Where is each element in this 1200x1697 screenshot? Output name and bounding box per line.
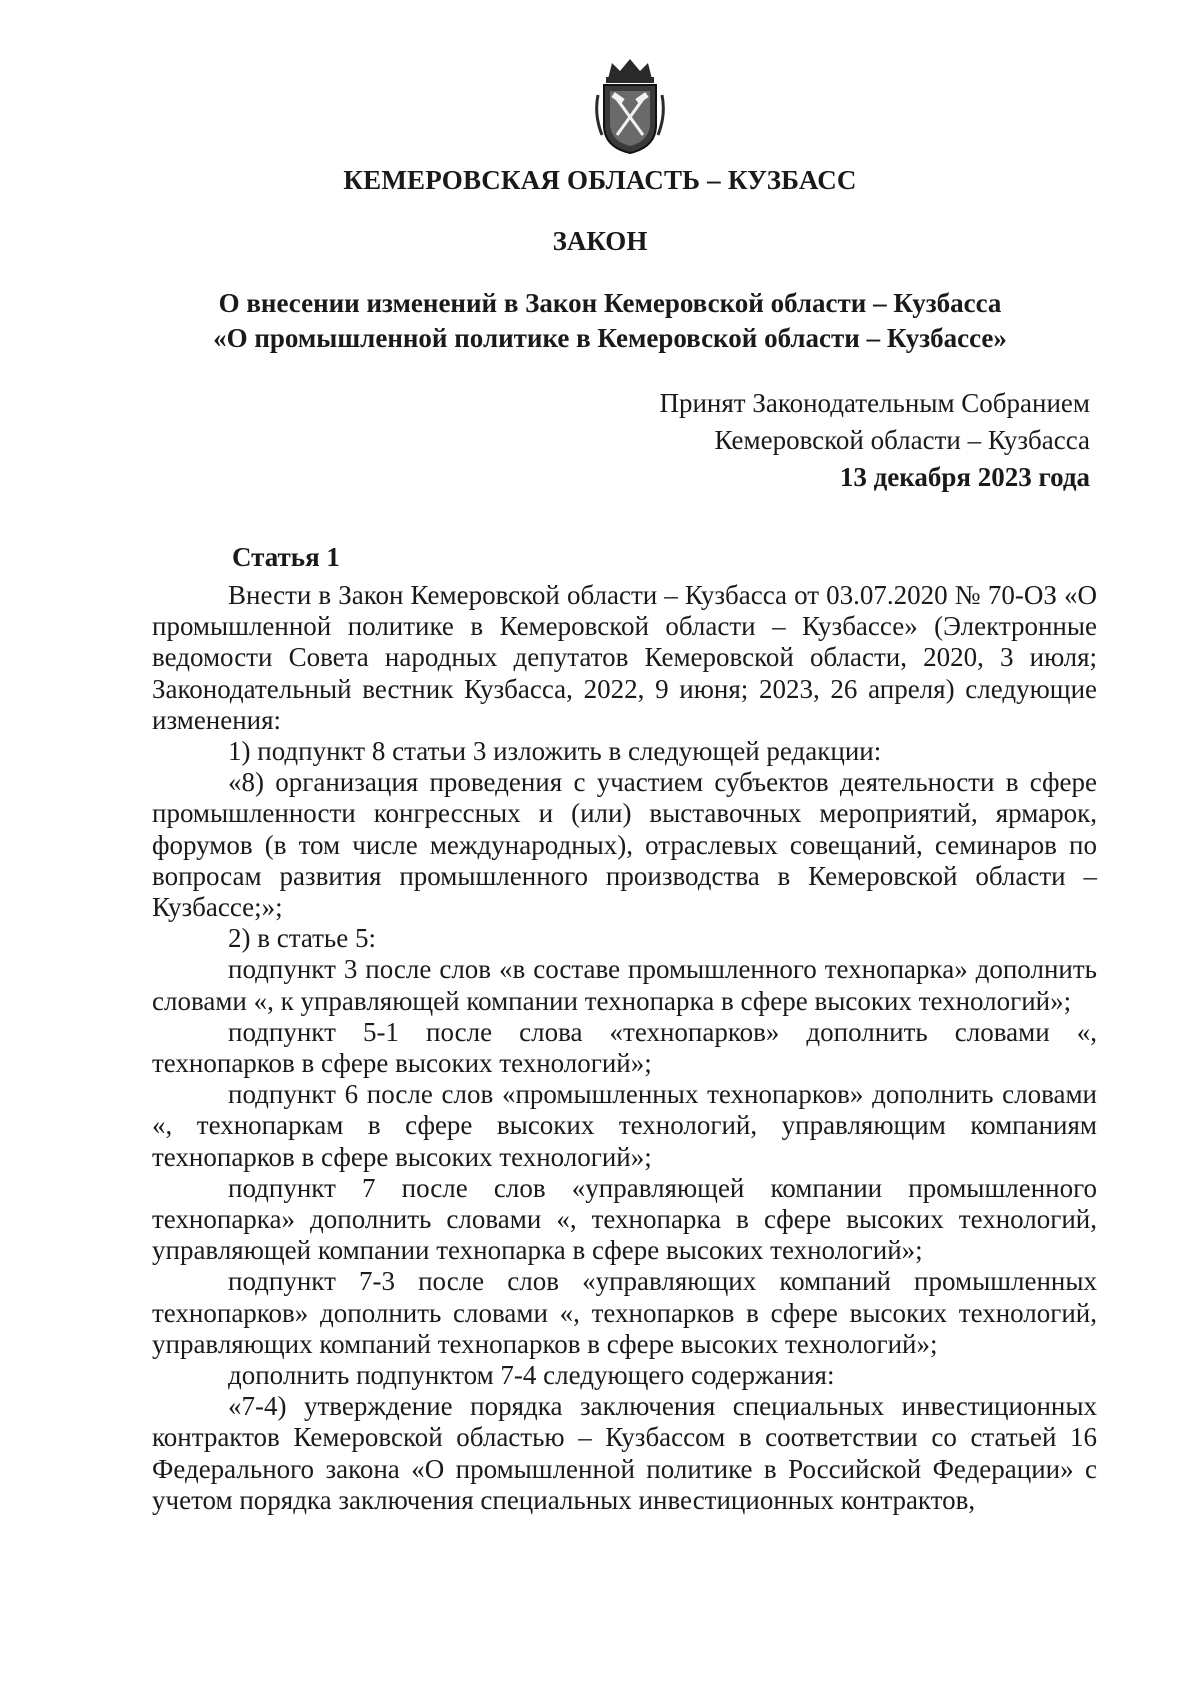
- article-paragraph: Внести в Закон Кемеровской области – Кузбасса от 03.07.2020 № 70-ОЗ «О промышленной политике в Кемеровской области – Кузбассе» (Электронные ведомости Совета народных депутатов Кемеровской области, 2020, 3 июля; Законодательный вестник Кузбасса, 2022, 9 июня; 2023, 26 апреля) следующие изменения:: [152, 580, 1097, 735]
- article-heading: Статья 1: [232, 542, 340, 572]
- region-title: КЕМЕРОВСКАЯ ОБЛАСТЬ – КУЗБАСС: [343, 165, 857, 195]
- article-paragraph: подпункт 6 после слов «промышленных технопарков» дополнить словами «, технопаркам в сфере высоких технологий, управляющим компаниям технопарков в сфере высоких технологий»;: [152, 1079, 1097, 1172]
- adoption-date: 13 декабря 2023 года: [839, 462, 1090, 492]
- article-paragraph: «7-4) утверждение порядка заключения специальных инвестиционных контрактов Кемеровской областью – Кузбассом в соответствии со статьей 16 Федерального закона «О промышленной политике в Российской Федерации» с учетом порядка заключения специальных инвестиционных контрактов,: [152, 1391, 1097, 1515]
- adoption-line-1: Принят Законодательным Собранием: [659, 388, 1090, 418]
- article-paragraph: подпункт 7-3 после слов «управляющих компаний промышленных технопарков» дополнить словами «, технопарков в сфере высоких технологий, управляющих компаний технопарков в сфере высоких технологий»;: [152, 1266, 1097, 1359]
- adoption-line-2: Кемеровской области – Кузбасса: [714, 425, 1090, 455]
- law-title-line-2: «О промышленной политике в Кемеровской области – Кузбассе»: [213, 323, 1007, 353]
- law-title: [160, 286, 1060, 356]
- kuzbass-coat-of-arms-icon: [590, 55, 670, 155]
- article-paragraph: 1) подпункт 8 статьи 3 изложить в следующей редакции:: [228, 736, 882, 767]
- article-paragraph: дополнить подпунктом 7-4 следующего содержания:: [228, 1360, 835, 1391]
- article-paragraph: подпункт 7 после слов «управляющей компании промышленного технопарка» дополнить словами «, технопарка в сфере высоких технологий, управляющей компании технопарка в сфере высоких технологий»;: [152, 1172, 1097, 1266]
- adoption-block: [490, 385, 1090, 496]
- document-type: ЗАКОН: [552, 226, 648, 256]
- law-title-line-1: О внесении изменений в Закон Кемеровской области – Кузбасса: [218, 288, 1002, 318]
- article-paragraph: подпункт 3 после слов «в составе промышленного технопарка» дополнить словами «, к управляющей компании технопарка в сфере высоких технологий»;: [152, 954, 1097, 1016]
- article-paragraph: «8) организация проведения с участием субъектов деятельности в сфере промышленности конгрессных и (или) выставочных мероприятий, ярмарок, форумов (в том числе международных), отраслевых совещаний, семинаров по вопросам развития промышленного производства в Кемеровской области – Кузбассе;»;: [152, 767, 1097, 923]
- article-paragraph: подпункт 5-1 после слова «технопарков» дополнить словами «, технопарков в сфере высоких технологий»;: [152, 1016, 1097, 1079]
- article-body: [152, 580, 1097, 1516]
- article-paragraph: 2) в статье 5:: [228, 923, 376, 954]
